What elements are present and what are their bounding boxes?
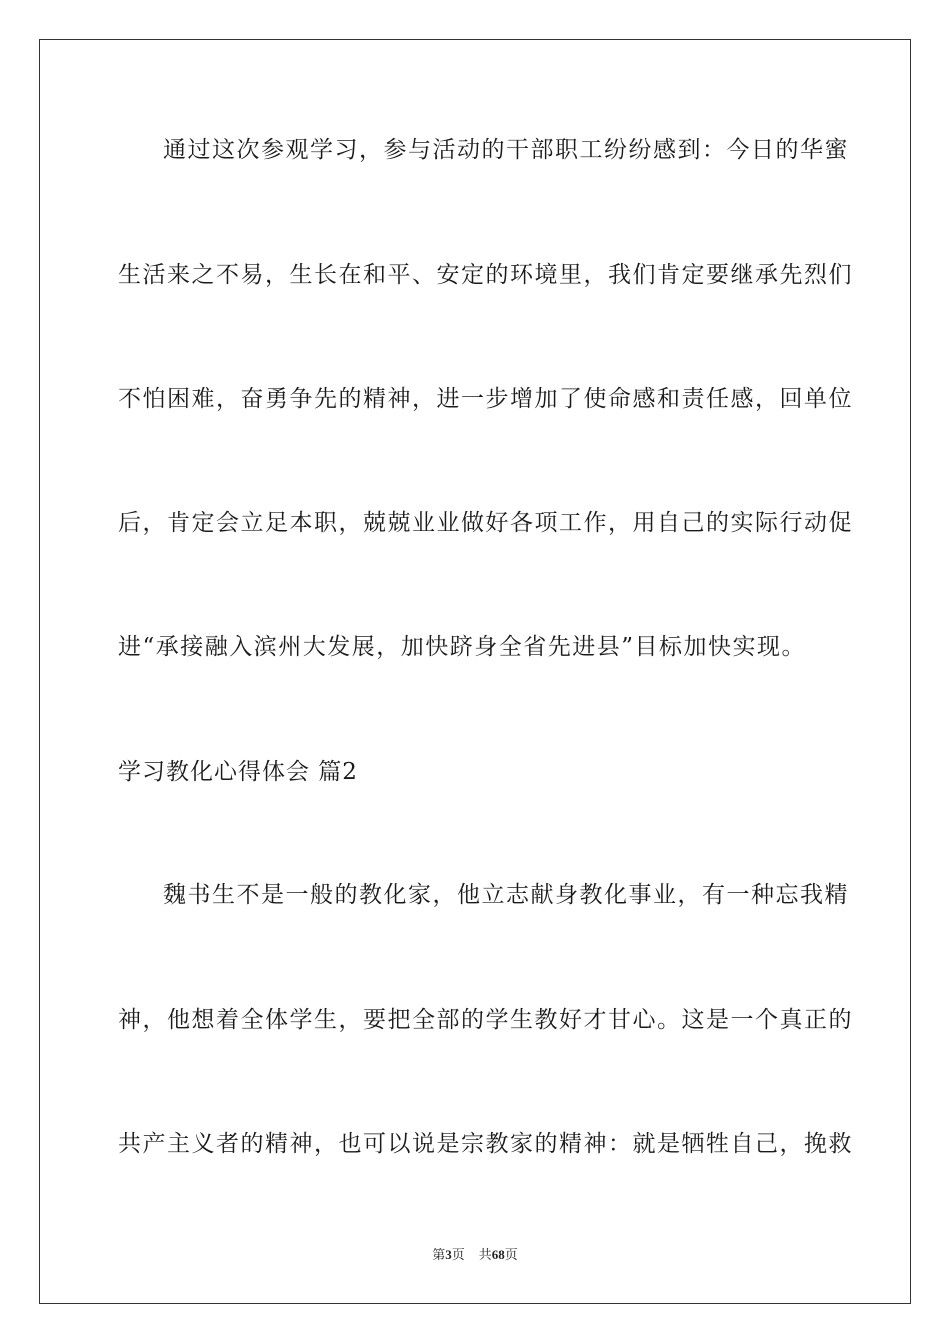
paragraph-1-line-3: 不怕困难，奋勇争先的精神，进一步增加了使命感和责任感，回单位 [118, 386, 853, 412]
page-number: 3 [445, 1247, 452, 1262]
total-pages: 68 [491, 1247, 505, 1262]
paragraph-1-line-2: 生活来之不易，生长在和平、安定的环境里，我们肯定要继承先烈们 [118, 262, 853, 288]
page-footer [0, 1246, 950, 1264]
page-prefix: 第 [432, 1247, 446, 1262]
paragraph-2-line-1: 魏书生不是一般的教化家，他立志献身教化事业，有一种忘我精 [163, 882, 849, 908]
page-suffix: 页 [451, 1247, 465, 1262]
total-suffix: 页 [504, 1247, 518, 1262]
total-prefix: 共 [478, 1247, 492, 1262]
page-border [39, 39, 911, 1304]
paragraph-1-line-5: 进“承接融入滨州大发展，加快跻身全省先进县”目标加快实现。 [118, 634, 807, 660]
paragraph-2-line-3: 共产主义者的精神，也可以说是宗教家的精神：就是牺牲自己，挽救 [118, 1131, 853, 1157]
section-heading: 学习教化心得体会 篇2 [118, 759, 358, 785]
paragraph-2-line-2: 神，他想着全体学生，要把全部的学生教好才甘心。这是一个真正的 [118, 1007, 853, 1033]
paragraph-1-line-4: 后，肯定会立足本职，兢兢业业做好各项工作，用自己的实际行动促 [118, 510, 853, 536]
paragraph-1-line-1: 通过这次参观学习，参与活动的干部职工纷纷感到：今日的华蜜 [163, 137, 849, 163]
